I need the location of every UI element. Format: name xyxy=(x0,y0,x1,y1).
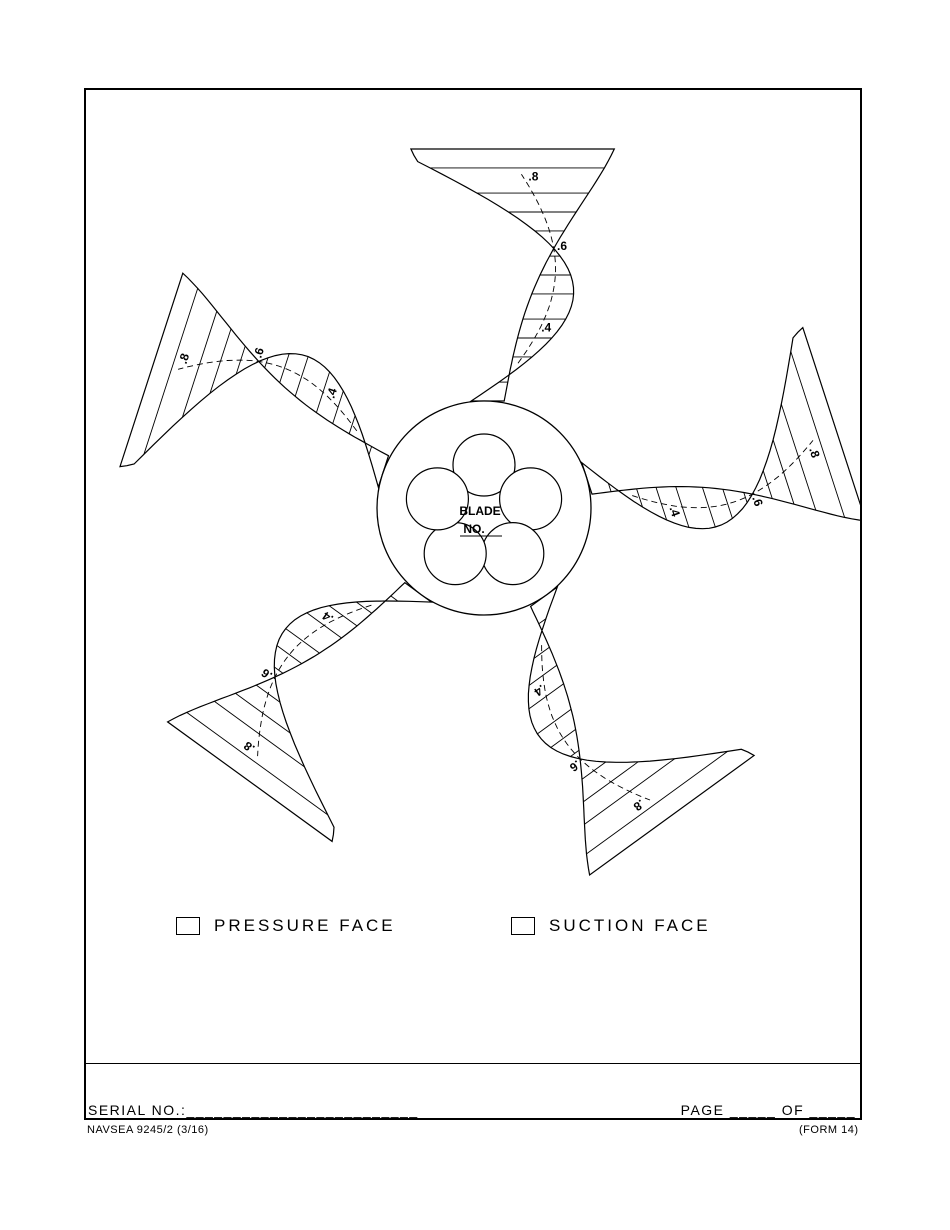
section-line xyxy=(356,602,372,613)
propeller-blade xyxy=(120,273,389,487)
propeller-blade xyxy=(528,587,754,875)
pressure-face-checkbox[interactable] xyxy=(176,917,200,935)
radius-label: .6 xyxy=(258,665,275,683)
radius-label: .4 xyxy=(319,608,336,626)
section-line xyxy=(349,416,355,434)
blade-outline xyxy=(411,149,614,401)
radius-label: .4 xyxy=(541,320,552,335)
form-number: NAVSEA 9245/2 (3/16) xyxy=(87,1124,209,1136)
radius-label: .6 xyxy=(749,494,766,509)
section-line xyxy=(723,489,733,518)
radius-label: .8 xyxy=(175,351,193,366)
blade-outline xyxy=(168,583,432,842)
propeller-blade xyxy=(582,328,862,529)
form-frame xyxy=(84,88,862,1120)
blade-outline xyxy=(528,587,754,875)
propeller-blade xyxy=(168,583,432,842)
section-line xyxy=(587,751,728,854)
section-line xyxy=(295,357,308,397)
section-line xyxy=(280,354,290,383)
radius-label: .8 xyxy=(241,738,258,756)
bolt-hole xyxy=(406,468,468,530)
suction-face-label: SUCTION FACE xyxy=(549,916,711,935)
radius-label: .4 xyxy=(666,504,683,519)
suction-face-checkbox[interactable] xyxy=(511,917,535,935)
section-line xyxy=(571,750,580,756)
blade-outline xyxy=(582,328,862,529)
pressure-face-option[interactable] xyxy=(176,916,396,936)
section-line xyxy=(369,447,372,455)
serial-number-field[interactable]: SERIAL NO.:_________________________ xyxy=(88,1102,419,1118)
bolt-hole xyxy=(500,468,562,530)
section-line xyxy=(187,712,328,815)
section-line xyxy=(286,629,320,654)
radius-label: .4 xyxy=(323,386,340,401)
form-tag: (FORM 14) xyxy=(799,1124,859,1136)
radius-label: .6 xyxy=(250,345,267,360)
radius-label: .6 xyxy=(566,757,584,775)
radius-label: .8 xyxy=(528,169,539,184)
blade-outline xyxy=(120,273,389,487)
propeller-blade xyxy=(411,149,614,401)
page-number-field[interactable]: PAGE _____ OF _____ xyxy=(680,1102,856,1118)
radius-label: .4 xyxy=(531,681,548,700)
bolt-hole xyxy=(482,523,544,585)
propeller-hub xyxy=(377,401,591,615)
section-line xyxy=(791,352,845,518)
radius-label: .8 xyxy=(806,445,823,460)
section-line xyxy=(144,288,198,454)
section-line xyxy=(537,709,571,734)
suction-face-option[interactable] xyxy=(511,916,711,936)
section-line xyxy=(391,596,398,601)
hub-label-line1: BLADE xyxy=(459,504,501,518)
section-line xyxy=(277,646,302,664)
section-line xyxy=(551,729,576,747)
footer-divider xyxy=(86,1063,860,1064)
radius-reference-line xyxy=(518,174,556,363)
hub-label-line2: NO. xyxy=(463,522,485,536)
section-line xyxy=(274,667,283,673)
pressure-face-label: PRESSURE FACE xyxy=(214,916,396,935)
radius-label: .6 xyxy=(556,238,568,253)
radius-label: .8 xyxy=(630,796,648,814)
